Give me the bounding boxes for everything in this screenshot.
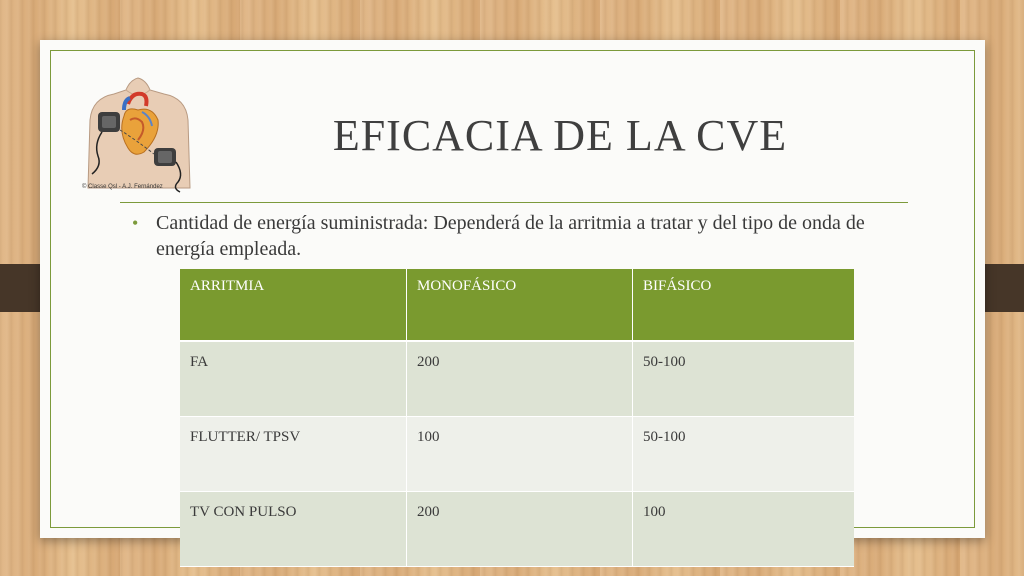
table-row xyxy=(180,341,854,417)
slide-title: EFICACIA DE LA CVE xyxy=(332,111,788,160)
cell-monofasico: 100 xyxy=(407,417,633,492)
table-header-row xyxy=(180,269,854,341)
defibrillator-illustration xyxy=(80,70,198,194)
cell-monofasico: 200 xyxy=(407,341,633,417)
table-row xyxy=(180,417,854,492)
cell-arritmia: TV CON PULSO xyxy=(180,492,407,567)
cell-monofasico: 200 xyxy=(407,492,633,567)
header-bifasico: BIFÁSICO xyxy=(633,269,855,341)
table-row xyxy=(180,492,854,567)
bullet-dot: • xyxy=(132,213,139,233)
logo-caption: © Classe Qsl - A.J. Fernández xyxy=(82,184,163,190)
cell-arritmia: FLUTTER/ TPSV xyxy=(180,417,407,492)
cell-bifasico: 50-100 xyxy=(633,417,855,492)
cell-bifasico: 100 xyxy=(633,492,855,567)
title-rule xyxy=(120,202,908,203)
header-arritmia: ARRITMIA xyxy=(180,269,407,341)
energy-table xyxy=(180,269,854,567)
header-monofasico: MONOFÁSICO xyxy=(407,269,633,341)
slide xyxy=(40,40,985,538)
cell-arritmia: FA xyxy=(180,341,407,417)
cell-bifasico: 50-100 xyxy=(633,341,855,417)
bullet-text: Cantidad de energía suministrada: Dependerá de la arritmia a tratar y del tipo de onda de energía empleada. xyxy=(156,212,865,260)
bullet-item xyxy=(132,210,892,262)
